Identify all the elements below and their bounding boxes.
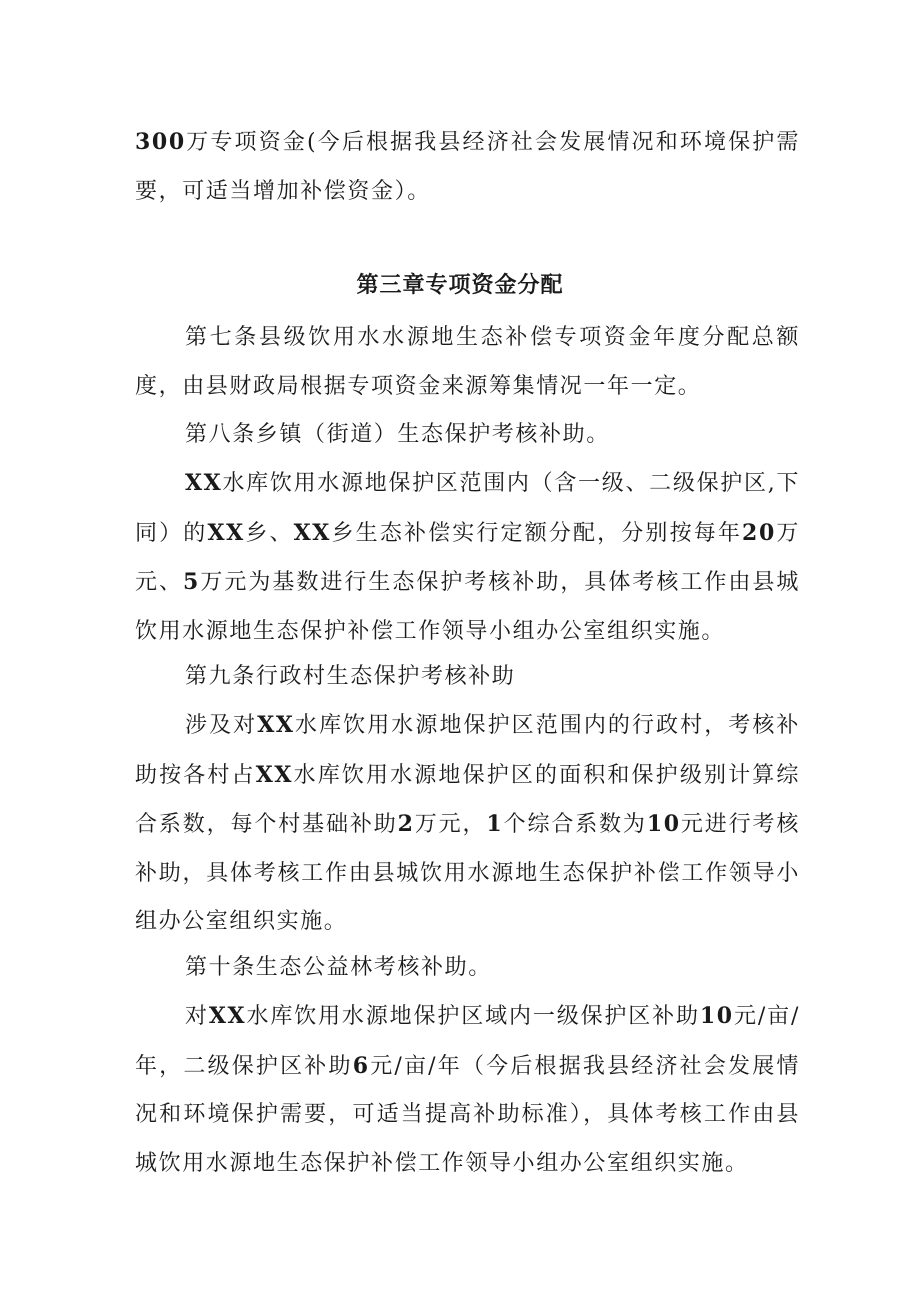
article-8-body: XX水库饮用水源地保护区范围内（含一级、二级保护区,下同）的XX乡、XX乡生态补偿实行定额分配，分别按每年20万元、5万元为基数进行生态保护考核补助，具体考核工作由县城饮用水源地生态保护补偿工作领导小组办公室组织实施。 <box>135 470 801 644</box>
article-10-body: 对XX水库饮用水源地保护区域内一级保护区补助10元/亩/年，二级保护区补助6元/亩/年（今后根据我县经济社会发展情况和环境保护需要，可适当提高补助标准），具体考核工作由县城饮用水源地生态保护补偿工作领导小组办公室组织实施。 <box>135 1003 800 1176</box>
article-7: 第七条县级饮用水水源地生态补偿专项资金年度分配总额度，由县财政局根据专项资金来源筹集情况一年一定。 <box>135 325 800 399</box>
chapter-title: 第三章专项资金分配 <box>356 273 564 298</box>
article-8-title: 第八条乡镇（街道）生态保护考核补助。 <box>185 422 610 447</box>
article-9-title: 第九条行政村生态保护考核补助 <box>185 664 516 689</box>
continuation-paragraph: 300万专项资金(今后根据我县经济社会发展情况和环境保护需要，可适当增加补偿资金）。 <box>135 129 800 204</box>
article-10-title: 第十条生态公益林考核补助。 <box>185 955 492 980</box>
article-9-body: 涉及对XX水库饮用水源地保护区范围内的行政村，考核补助按各村占XX水库饮用水源地保护区的面积和保护级别计算综合系数，每个村基础补助2万元，1个综合系数为10元进行考核补助，具体考核工作由县城饮用水源地生态保护补偿工作领导小组办公室组织实施。 <box>135 712 800 934</box>
